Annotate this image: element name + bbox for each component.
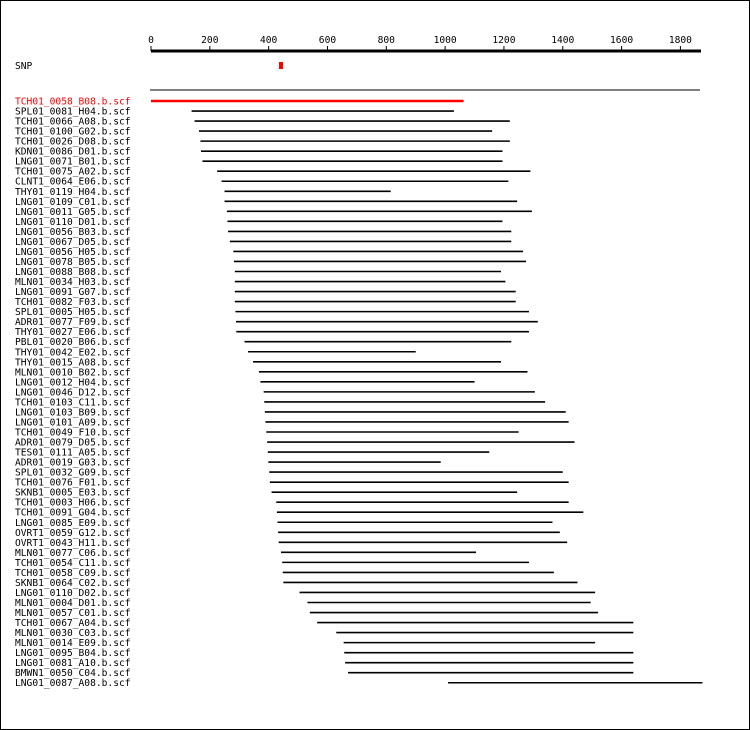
read-label[interactable]: LNG01_0056_B03.b.scf	[15, 226, 131, 238]
read-label[interactable]: LNG01_0011_G05.b.scf	[15, 206, 131, 218]
read-label[interactable]: THY01_0015_A08.b.scf	[15, 357, 131, 369]
position-axis	[148, 35, 701, 51]
read-label[interactable]: OVRT1_0059_G12.b.scf	[15, 527, 131, 539]
read-label[interactable]: SPL01_0032_G09.b.scf	[15, 467, 131, 479]
read-label[interactable]: TCH01_0091_G04.b.scf	[15, 507, 131, 519]
axis-tick-label: 1200	[492, 35, 516, 46]
read-label[interactable]: MLN01_0010_B02.b.scf	[15, 367, 131, 379]
read-label[interactable]: TCH01_0100_G02.b.scf	[15, 126, 131, 138]
read-label[interactable]: PBL01_0020_B06.b.scf	[15, 337, 131, 349]
read-label[interactable]: LNG01_0056_H05.b.scf	[15, 246, 131, 258]
read-label[interactable]: MLN01_0034_H03.b.scf	[15, 277, 131, 289]
read-label[interactable]: LNG01_0095_B04.b.scf	[15, 648, 131, 660]
read-label[interactable]: SPL01_0081_H04.b.scf	[15, 106, 131, 118]
read-label[interactable]: TCH01_0103_C11.b.scf	[15, 397, 131, 409]
read-label[interactable]: MLN01_0030_C03.b.scf	[15, 628, 131, 640]
read-label[interactable]: LNG01_0012_H04.b.scf	[15, 377, 131, 389]
snp-marker[interactable]	[279, 62, 283, 69]
reference-read-label[interactable]: TCH01_0058_B08.b.scf	[15, 96, 131, 108]
read-label[interactable]: LNG01_0103_B09.b.scf	[15, 407, 131, 419]
read-label[interactable]: THY01_0027_E06.b.scf	[15, 327, 131, 339]
read-label[interactable]: LNG01_0046_D12.b.scf	[15, 387, 131, 399]
read-label[interactable]: LNG01_0110_D01.b.scf	[15, 216, 131, 228]
read-label[interactable]: MLN01_0057_C01.b.scf	[15, 608, 131, 620]
read-label[interactable]: ADR01_0019_G03.b.scf	[15, 457, 131, 469]
read-label[interactable]: TCH01_0066_A08.b.scf	[15, 116, 131, 128]
read-label[interactable]: TCH01_0082_F03.b.scf	[15, 297, 131, 309]
read-label[interactable]: THY01_0119_H04.b.scf	[15, 186, 131, 198]
read-label[interactable]: LNG01_0067_D05.b.scf	[15, 236, 131, 248]
read-label[interactable]: LNG01_0088_B08.b.scf	[15, 267, 131, 279]
axis-tick-label: 1000	[433, 35, 457, 46]
read-label[interactable]: TCH01_0058_C09.b.scf	[15, 567, 131, 579]
read-label[interactable]: TCH01_0067_A04.b.scf	[15, 618, 131, 630]
read-label[interactable]: ADR01_0077_F09.b.scf	[15, 317, 131, 329]
read-label[interactable]: TCH01_0049_F10.b.scf	[15, 427, 131, 439]
read-label[interactable]: LNG01_0081_A10.b.scf	[15, 658, 131, 670]
axis-tick-label: 1400	[551, 35, 575, 46]
read-label[interactable]: TCH01_0075_A02.b.scf	[15, 166, 131, 178]
read-label[interactable]: LNG01_0085_E09.b.scf	[15, 517, 131, 529]
axis-tick-label: 800	[377, 35, 395, 46]
axis-tick-label: 400	[259, 35, 278, 46]
read-label[interactable]: SKNB1_0005_E03.b.scf	[15, 487, 131, 499]
read-label[interactable]: LNG01_0071_B01.b.scf	[15, 156, 131, 168]
read-label[interactable]: SKNB1_0064_C02.b.scf	[15, 577, 131, 589]
read-label[interactable]: TCH01_0003_H06.b.scf	[15, 497, 131, 509]
read-label[interactable]: MLN01_0004_D01.b.scf	[15, 598, 131, 609]
read-label[interactable]: TCH01_0076_F01.b.scf	[15, 477, 131, 489]
read-label[interactable]: LNG01_0110_D02.b.scf	[15, 587, 131, 599]
axis-tick-label: 200	[201, 35, 219, 46]
axis-tick-label: 600	[318, 35, 337, 46]
read-label[interactable]: MLN01_0077_C06.b.scf	[15, 547, 131, 559]
read-label[interactable]: ADR01_0079_D05.b.scf	[15, 437, 131, 449]
axis-tick-label: 0	[148, 35, 154, 46]
read-label[interactable]: LNG01_0109_C01.b.scf	[15, 196, 131, 208]
read-label[interactable]: LNG01_0087_A08.b.scf	[15, 678, 131, 690]
read-label[interactable]: THY01_0042_E02.b.scf	[15, 347, 131, 359]
read-list	[15, 97, 702, 690]
read-label[interactable]: LNG01_0091_G07.b.scf	[15, 287, 131, 299]
read-label[interactable]: LNG01_0101_A09.b.scf	[15, 417, 131, 429]
read-label[interactable]: OVRT1_0043_H11.b.scf	[15, 537, 131, 549]
read-label[interactable]: SPL01_0005_H05.b.scf	[15, 307, 131, 319]
read-label[interactable]: TES01_0111_A05.b.scf	[15, 447, 131, 459]
axis-tick-label: 1800	[668, 35, 692, 46]
axis-tick-label: 1600	[610, 35, 634, 46]
read-label[interactable]: KDN01_0086_D01.b.scf	[15, 146, 131, 158]
read-alignment-diagram	[1, 1, 749, 729]
read-label[interactable]: LNG01_0078_B05.b.scf	[15, 256, 131, 268]
read-label[interactable]: CLNT1_0064_E06.b.scf	[15, 176, 131, 188]
read-label[interactable]: BMWN1_0050_C04.b.scf	[15, 668, 131, 680]
read-label[interactable]: TCH01_0026_D08.b.scf	[15, 136, 131, 148]
snp-track-label: SNP	[15, 61, 33, 72]
read-label[interactable]: MLN01_0014_E09.b.scf	[15, 638, 131, 650]
read-label[interactable]: TCH01_0054_C11.b.scf	[15, 557, 131, 569]
